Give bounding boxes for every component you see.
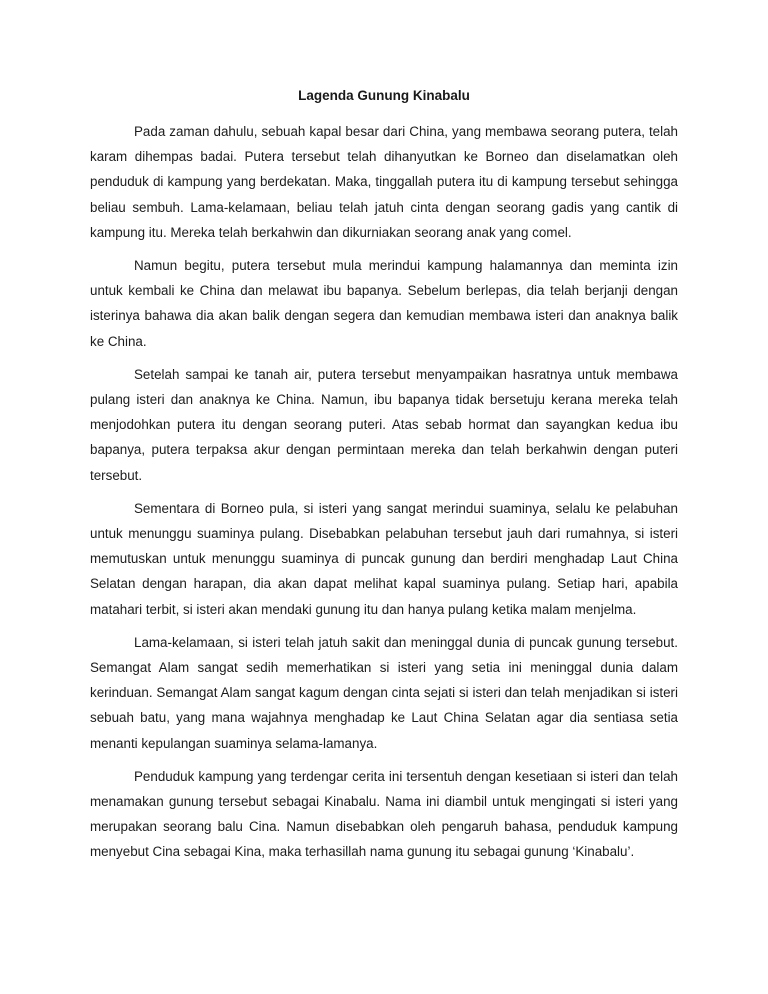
paragraph-6: Penduduk kampung yang terdengar cerita ini tersentuh dengan kesetiaan si isteri dan telah menamakan gunung tersebut sebagai Kinabalu. Nama ini diambil untuk mengingati si isteri yang merupakan seorang balu Cina. Namun disebabkan oleh pengaruh bahasa, penduduk kampung menyebut Cina sebagai Kina, maka terhasillah nama gunung itu sebagai gunung ‘Kinabalu’.	[90, 768, 678, 860]
paragraph-2: Namun begitu, putera tersebut mula merindui kampung halamannya dan meminta izin untuk kembali ke China dan melawat ibu bapanya. Sebelum berlepas, dia telah berjanji dengan isterinya bahawa dia akan balik dengan segera dan kemudian membawa isteri dan anaknya balik ke China.	[90, 258, 678, 349]
paragraph-5: Lama-kelamaan, si isteri telah jatuh sakit dan meninggal dunia di puncak gunung tersebut. Semangat Alam sangat sedih memerhatikan si isteri yang setia ini meninggal dunia dalam kerinduan. Semangat Alam sangat kagum dengan cinta sejati si isteri dan telah menjadikan si isteri sebuah batu, yang mana wajahnya menghadap ke Laut China Selatan agar dia sentiasa setia menanti kepulangan suaminya selama-lamanya.	[90, 634, 678, 751]
paragraph-1: Pada zaman dahulu, sebuah kapal besar dari China, yang membawa seorang putera, telah karam dihempas badai. Putera tersebut telah dihanyutkan ke Borneo dan diselamatkan oleh penduduk di kampung yang berdekatan. Maka, tinggallah putera itu di kampung tersebut sehingga beliau sembuh. Lama-kelamaan, beliau telah jatuh cinta dengan seorang gadis yang cantik di kampung itu. Mereka telah berkahwin dan dikurniakan seorang anak yang comel.	[90, 124, 678, 240]
paragraph-4: Sementara di Borneo pula, si isteri yang sangat merindui suaminya, selalu ke pelabuhan untuk menunggu suaminya pulang. Disebabkan pelabuhan tersebut jauh dari rumahnya, si isteri memutuskan untuk menunggu suaminya di puncak gunung dan berdiri menghadap Laut China Selatan dengan harapan, dia akan dapat melihat kapal suaminya pulang. Setiap hari, apabila matahari terbit, si isteri akan mendaki gunung itu dan hanya pulang ketika malam menjelma.	[90, 500, 678, 617]
document-title: Lagenda Gunung Kinabalu	[298, 88, 470, 103]
document-body	[90, 119, 678, 873]
paragraph-3: Setelah sampai ke tanah air, putera tersebut menyampaikan hasratnya untuk membawa pulang isteri dan anaknya ke China. Namun, ibu bapanya tidak bersetuju kerana mereka telah menjodohkan putera itu dengan seorang puteri. Atas sebab hormat dan sayangkan kedua ibu bapanya, putera terpaksa akur dengan permintaan mereka dan telah berkahwin dengan puteri tersebut.	[90, 366, 678, 483]
